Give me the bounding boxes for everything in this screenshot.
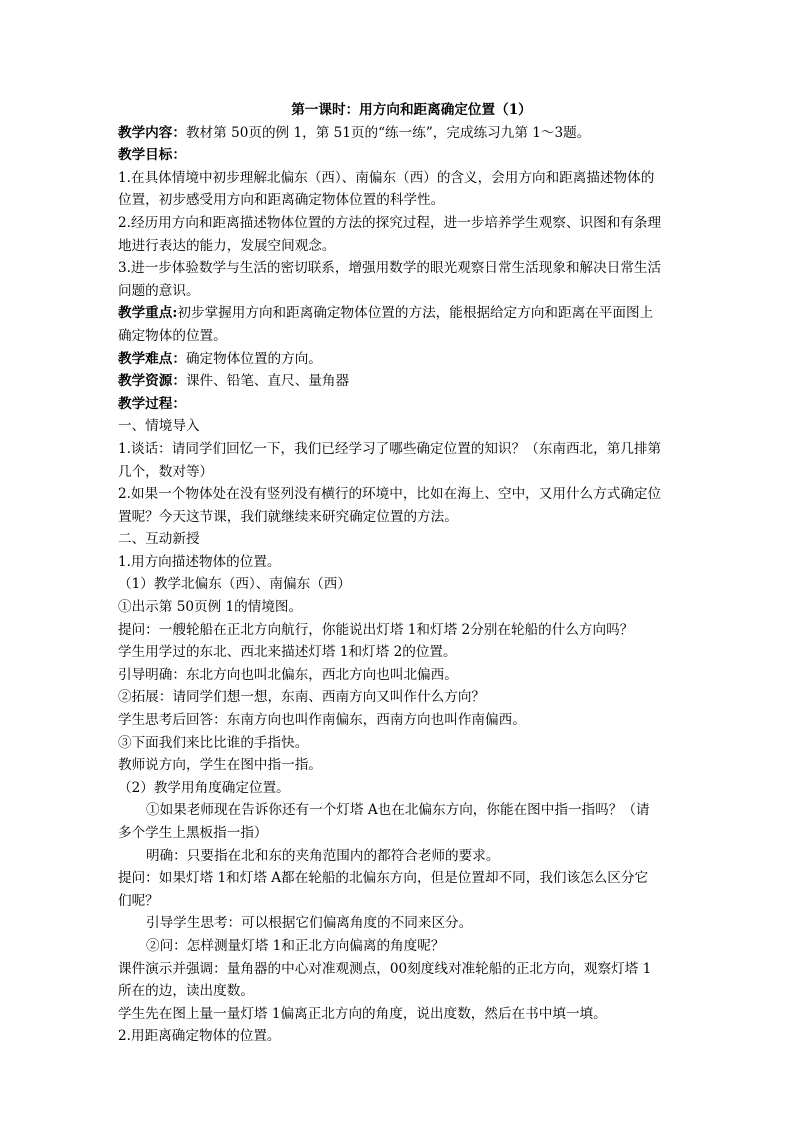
process-line: 学生用学过的东北、西北来描述灯塔 1和灯塔 2的位置。 [118, 644, 457, 661]
process-line: 置呢？今天这节课，我们就继续来研究确定位置的方法。 [118, 508, 458, 525]
process-indented-line: ①如果老师现在告诉你还有一个灯塔 A也在北偏东方向，你能在图中指一指吗？（请 [146, 802, 650, 819]
process-line: 学生思考后回答：东南方向也叫作南偏东，西南方向也叫作南偏西。 [118, 712, 526, 729]
teaching-content-label: 教学内容： [118, 124, 186, 141]
teaching-key-line2: 确定物体的位置。 [118, 327, 227, 344]
process-line: 二、互动新授 [118, 531, 200, 548]
process-line: ③下面我们来比比谁的手指快。 [118, 734, 309, 751]
process-line: 一、情境导入 [118, 418, 200, 435]
process-line: 提问：一艘轮船在正北方向航行，你能说出灯塔 1和灯塔 2分别在轮船的什么方向吗？ [118, 621, 634, 638]
process-line: 教师说方向，学生在图中指一指。 [118, 757, 322, 774]
goal-line: 2.经历用方向和距离描述物体位置的方法的探究过程，进一步培养学生观察、识图和有条理 [118, 214, 662, 231]
process-line: ②拓展：请同学们想一想，东南、西南方向又叫作什么方向？ [118, 689, 486, 706]
teaching-key-line [118, 302, 683, 325]
process-line: 引导明确：东北方向也叫北偏东，西北方向也叫北偏西。 [118, 666, 458, 683]
teaching-difficulty-label: 教学难点： [118, 350, 186, 367]
teaching-resources-label: 教学资源： [118, 373, 186, 390]
teaching-resources-text: 课件、铅笔、直尺、量角器 [185, 373, 350, 390]
document-title: 第一课时：用方向和距离确定位置（1） [291, 102, 532, 118]
process-line: ①出示第 50页例 1的情境图。 [118, 599, 303, 616]
goal-line: 地进行表达的能力，发展空间观念。 [118, 237, 336, 254]
process-line: 2.用距离确定物体的位置。 [118, 1028, 281, 1045]
teaching-key-label: 教学重点: [118, 305, 178, 322]
process-line: 几个，数对等） [118, 463, 214, 480]
teaching-process-label: 教学过程： [118, 395, 186, 412]
process-line: 课件演示并强调：量角器的中心对准观测点，00刻度线对准轮船的正北方向，观察灯塔 1 [118, 960, 652, 977]
process-line: （2）教学用角度确定位置。 [118, 779, 290, 796]
teaching-content-line [118, 122, 683, 145]
process-indented-line: 明确：只要指在北和东的夹角范围内的都符合老师的要求。 [146, 847, 500, 864]
process-line: 多个学生上黑板指一指） [118, 825, 268, 841]
process-indented-line: ②问：怎样测量灯塔 1和正北方向偏离的角度呢？ [146, 937, 445, 954]
teaching-content-text: 教材第 50页的例 1，第 51页的“练一练”，完成练习九第 1～3题。 [185, 124, 591, 141]
teaching-resources-line [118, 370, 683, 393]
goal-line: 3.进一步体验数学与生活的密切联系，增强用数学的眼光观察日常生活现象和解决日常生活 [118, 260, 662, 277]
process-line: 提问：如果灯塔 1和灯塔 A都在轮船的北偏东方向，但是位置却不同，我们该怎么区分它 [118, 870, 649, 887]
teaching-difficulty-line [118, 348, 683, 371]
process-line: 1.用方向描述物体的位置。 [118, 553, 281, 570]
teaching-key-text: 初步掌握用方向和距离确定物体位置的方法，能根据给定方向和距离在平面图上 [177, 305, 654, 322]
process-line: 1.谈话：请同学们回忆一下，我们已经学习了哪些确定位置的知识？（东南西北，第几排第 [118, 440, 662, 457]
process-line: 2.如果一个物体处在没有竖列没有横行的环境中，比如在海上、空中，又用什么方式确定位 [118, 486, 662, 503]
goal-line: 1.在具体情境中初步理解北偏东（西）、南偏东（西）的含义，会用方向和距离描述物体的 [118, 169, 655, 186]
teaching-goals-label: 教学目标： [118, 147, 186, 164]
process-line: 所在的边，读出度数。 [118, 983, 254, 1000]
document-page [118, 99, 683, 1048]
goal-line: 位置，初步感受用方向和距离确定物体位置的科学性。 [118, 192, 445, 209]
goal-line: 问题的意识。 [118, 282, 200, 299]
process-line: 们呢？ [118, 892, 159, 909]
process-indented-line: 引导学生思考：可以根据它们偏离角度的不同来区分。 [146, 915, 473, 932]
teaching-difficulty-text: 确定物体位置的方向。 [185, 350, 322, 367]
process-line: （1）教学北偏东（西）、南偏东（西） [118, 576, 351, 593]
process-line: 学生先在图上量一量灯塔 1偏离正北方向的角度，说出度数，然后在书中填一填。 [118, 1005, 607, 1022]
